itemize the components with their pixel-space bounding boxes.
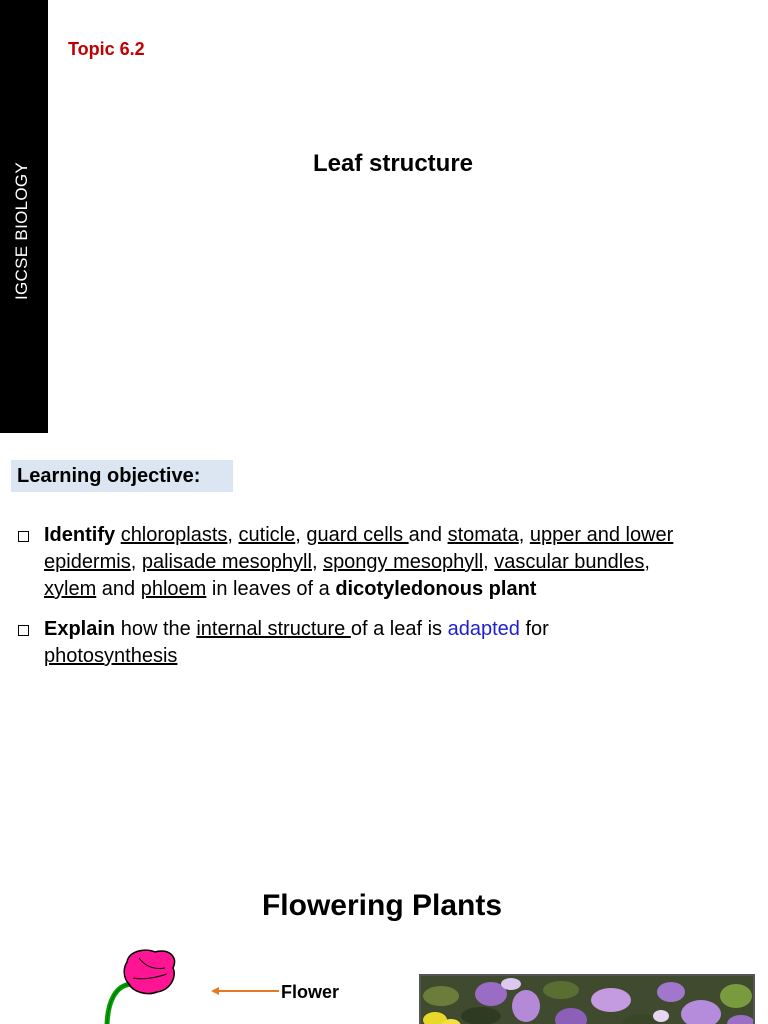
objective-bullet-explain: [18, 616, 698, 670]
bullet-text: Identify chloroplasts, cuticle, guard cells and stomata, upper and lower epidermis, palisade mesophyll, spongy mesophyll, vascular bundles, xylem and phloem in leaves of a dicotyledonous plant: [44, 524, 674, 600]
plant-photo-image: [421, 976, 755, 1024]
flowering-plant-photo: [419, 974, 755, 1024]
square-bullet-icon: [18, 531, 29, 542]
square-bullet-icon: [18, 625, 29, 636]
objective-heading-box: [11, 460, 233, 492]
title-slide: [0, 0, 768, 433]
sidebar-subject-label: IGCSE BIOLOGY: [12, 161, 31, 300]
objective-heading: Learning objective:: [17, 465, 201, 487]
flowering-plants-slide: [0, 833, 768, 1024]
objectives-slide: [0, 433, 768, 833]
slide-title: Leaf structure: [312, 150, 474, 177]
flower-label: Flower: [281, 982, 340, 1002]
slide-title: Flowering Plants: [261, 889, 503, 922]
objective-bullet-identify: [18, 522, 698, 603]
bullet-text: Explain how the internal structure of a leaf is adapted for photosynthesis: [44, 618, 549, 667]
flower-petal-icon: [124, 950, 174, 993]
flower-diagram: [95, 948, 285, 1024]
sidebar-band: [0, 0, 48, 433]
stem-shape: [107, 984, 133, 1024]
topic-label: Topic 6.2: [68, 39, 145, 59]
